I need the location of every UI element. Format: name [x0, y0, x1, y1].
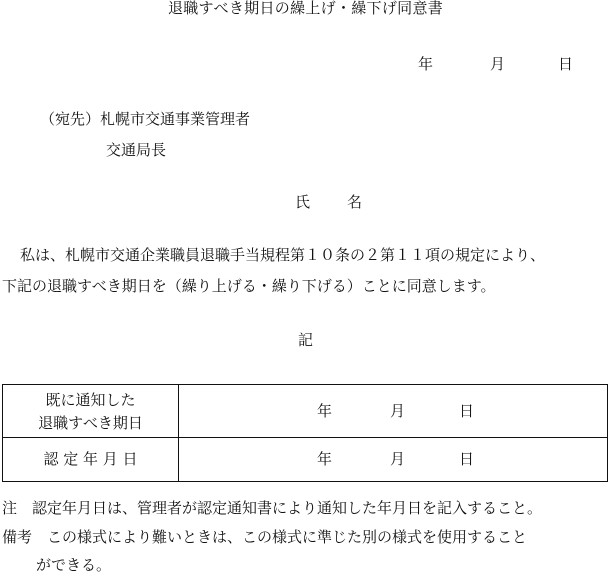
year-label: 年	[317, 402, 333, 420]
month-label: 月	[390, 450, 406, 468]
certified-date-label: 認 定 年 月 日	[43, 450, 138, 468]
consent-text-line-2: 下記の退職すべき期日を（繰り上げる・繰り下げる）ことに同意します。	[2, 277, 496, 295]
date-month-label: 月	[490, 55, 506, 73]
document-title: 退職すべき期日の繰上げ・繰下げ同意書	[167, 0, 444, 17]
column-divider	[178, 437, 179, 481]
note-text: 注 認定年月日は、管理者が認定通知書により通知した年月日を記入すること。	[2, 499, 543, 517]
column-divider	[178, 385, 179, 437]
addressee-line-2: 交通局長	[106, 141, 167, 159]
record-table	[2, 384, 608, 482]
day-label: 日	[459, 450, 475, 468]
remarks-text-line-2: ができる。	[36, 556, 112, 574]
remarks-text-line-1: 備考 この様式により難いときは、この様式に準じた別の様式を使用すること	[2, 528, 528, 546]
name-label-part2: 名	[347, 193, 363, 211]
year-label: 年	[317, 450, 333, 468]
consent-text-line-1: 私は、札幌市交通企業職員退職手当規程第１０条の２第１１項の規定により、	[20, 246, 546, 264]
ki-heading: 記	[297, 331, 313, 349]
day-label: 日	[459, 402, 475, 420]
table-row	[3, 437, 607, 481]
name-label-part1: 氏	[295, 193, 311, 211]
date-day-label: 日	[558, 55, 574, 73]
month-label: 月	[390, 402, 406, 420]
date-year-label: 年	[418, 55, 434, 73]
addressee-line-1: （宛先）札幌市交通事業管理者	[40, 110, 251, 128]
notified-date-label-line1: 既に通知した	[45, 391, 136, 409]
notified-date-label-line2: 退職すべき期日	[38, 414, 143, 432]
table-row	[3, 385, 607, 438]
